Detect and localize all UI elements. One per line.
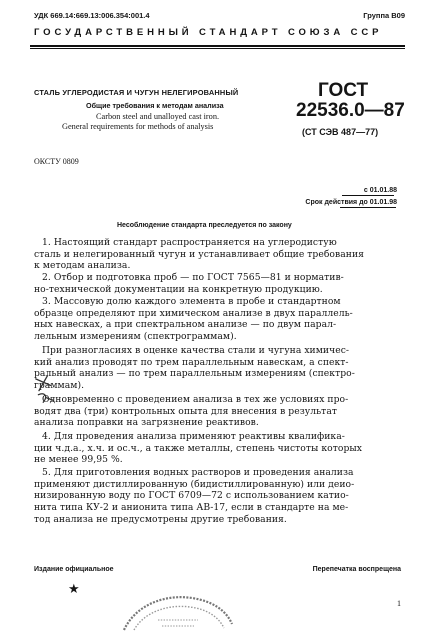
title-en-line2: General requirements for methods of analysis bbox=[62, 122, 214, 131]
banner-rule-thin bbox=[30, 48, 405, 49]
text-line: тод анализа не предусмотрены другие требования. bbox=[34, 513, 287, 525]
text-line: 4. Для проведения анализа применяют реактивы квалифика- bbox=[42, 431, 345, 442]
text-line: лельным измерениям (спектрограммам). bbox=[34, 331, 237, 343]
legal-notice: Несоблюдение стандарта преследуется по закону bbox=[117, 222, 292, 229]
text-line: 2. Отбор и подготовка проб — по ГОСТ 7565—81 и норматив- bbox=[42, 272, 344, 283]
paragraph-3 bbox=[34, 296, 404, 343]
text-line: водят два (три) контрольных опыта для внесения в результат bbox=[34, 405, 337, 417]
paragraph-2 bbox=[34, 272, 404, 295]
validity-underline bbox=[340, 207, 396, 208]
validity-period: Срок действия до 01.01.98 bbox=[305, 199, 397, 206]
st-sev-number: (СТ СЭВ 487—77) bbox=[302, 127, 379, 137]
paragraph-7 bbox=[34, 467, 404, 526]
text-line: нита типа КУ-2 и анионита типа АВ-17, если в стандарте на ме- bbox=[34, 502, 349, 514]
gost-number: 22536.0—87 bbox=[296, 100, 405, 121]
group-code: Группа В09 bbox=[363, 11, 405, 20]
text-line: ции ч.д.а., х.ч. и ос.ч., а также металлы, степень чистоты которых bbox=[34, 442, 362, 454]
text-line: ральный анализ — по трем параллельным измерениям (спектро- bbox=[34, 368, 355, 380]
title-en-line1: Carbon steel and unalloyed cast iron. bbox=[96, 112, 220, 121]
library-stamp-icon bbox=[118, 590, 238, 635]
paragraph-6 bbox=[34, 431, 404, 466]
paragraph-5 bbox=[34, 394, 404, 429]
banner-rule-thick bbox=[30, 45, 405, 47]
page-number: 1 bbox=[397, 599, 401, 608]
text-line: сталь и нелегированный чугун и устанавливает общие требования bbox=[34, 248, 364, 260]
effective-date-underline bbox=[342, 195, 394, 196]
okstu-code: ОКСТУ 0809 bbox=[34, 157, 79, 166]
text-line: анализа поправки на загрязнение реактивов. bbox=[34, 417, 259, 429]
text-line: кий анализ проводят по трем параллельным навескам, а спект- bbox=[34, 356, 349, 368]
official-edition: Издание официальное bbox=[34, 566, 114, 573]
gost-label: ГОСТ bbox=[318, 80, 369, 101]
reprint-prohibited: Перепечатка воспрещена bbox=[312, 566, 401, 573]
standard-banner: ГОСУДАРСТВЕННЫЙ СТАНДАРТ СОЮЗА ССР bbox=[34, 27, 383, 38]
paragraph-4 bbox=[34, 345, 404, 392]
handwritten-mark-icon bbox=[32, 371, 58, 410]
text-line: ных навесках, а при спектральном анализе — по двум парал- bbox=[34, 319, 337, 331]
text-line: к методам анализа. bbox=[34, 260, 131, 272]
text-line: образце определяют при химическом анализе в двух параллель- bbox=[34, 307, 353, 319]
udk-code: УДК 669.14:669.13:006.354:001.4 bbox=[34, 11, 150, 20]
star-icon: ★ bbox=[68, 582, 80, 597]
title-ru: СТАЛЬ УГЛЕРОДИСТАЯ И ЧУГУН НЕЛЕГИРОВАННЫЙ bbox=[34, 88, 239, 97]
text-line: 5. Для приготовления водных растворов и проведения анализа bbox=[42, 467, 354, 478]
paragraph-1 bbox=[34, 237, 404, 272]
subtitle-ru: Общие требования к методам анализа bbox=[86, 101, 224, 110]
text-line: но-технической документации на конкретную продукцию. bbox=[34, 283, 323, 295]
text-line: не менее 99,95 %. bbox=[34, 454, 123, 466]
text-line: низированную воду по ГОСТ 6709—72 с использованием катио- bbox=[34, 490, 349, 502]
effective-date: с 01.01.88 bbox=[363, 187, 397, 194]
text-line: применяют дистиллированную (бидистиллированную) или деио- bbox=[34, 478, 355, 490]
text-line: граммам). bbox=[34, 380, 85, 392]
text-line: При разногласиях в оценке качества стали и чугуна химичес- bbox=[42, 345, 350, 356]
text-line: Одновременно с проведением анализа в тех же условиях про- bbox=[42, 394, 349, 405]
text-line: 1. Настоящий стандарт распространяется на углеродистую bbox=[42, 237, 337, 248]
text-line: 3. Массовую долю каждого элемента в пробе и стандартном bbox=[42, 296, 341, 307]
